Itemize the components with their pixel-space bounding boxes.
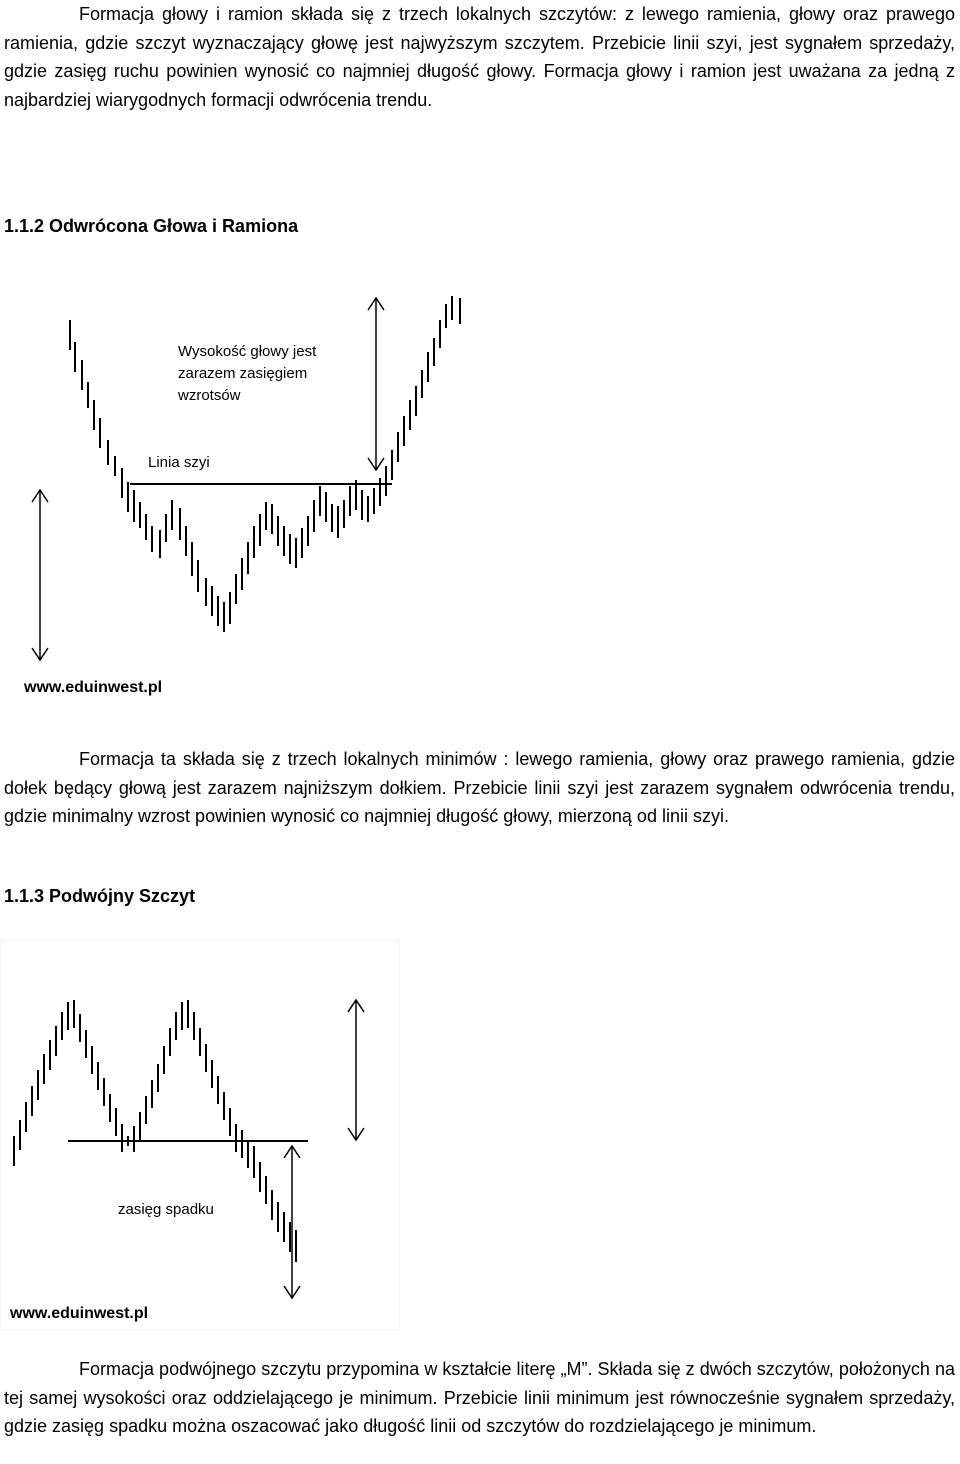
heading-double-top: 1.1.3 Podwójny Szczyt [4, 886, 196, 906]
target-range-arrow [32, 490, 48, 660]
paragraph-inverted-head-shoulders: Formacja ta składa się z trzech lokalnych minimów : lewego ramienia, głowy oraz prawego ramienia, gdzie dołek będący głową jest zarazem najniższym dołkiem. Przebicie linii szyi jest zarazem sygnałem odwrócenia trendu, gdzie minimalny wzrost powinien wynosić co najmniej długość głowy, mierzoną od linii szyi. [4, 749, 955, 826]
annotation-line-1: Wysokość głowy jest [178, 343, 317, 360]
range-label: zasięg spadku [118, 1201, 214, 1218]
paragraph-double-top: Formacja podwójnego szczytu przypomina w kształcie literę „M”. Składa się z dwóch szczytów, położonych na tej samej wysokości oraz oddzielającego je minimum. Przebicie linii minimum jest równocześnie sygnałem sprzedaży, gdzie zasięg spadku można oszacować jako długość linii od szczytów do rozdzielającego je minimum. [4, 1359, 955, 1436]
watermark: www.eduinwest.pl [10, 1305, 149, 1322]
annotation-line-2: zarazem zasięgiem [178, 365, 308, 382]
inverted-head-shoulders-figure [20, 290, 480, 700]
paragraph-head-and-shoulders: Formacja głowy i ramion składa się z trzech lokalnych szczytów: z lewego ramienia, głowy oraz prawego ramienia, gdzie szczyt wyznaczający głowę jest najwyższym szczytem. Przebicie linii szyi, jest sygnałem sprzedaży, gdzie zasięg ruchu powinien wynosić co najmniej długość głowy. Formacja głowy i ramion jest uważana za jedną z najbardziej wiarygodnych formacji odwrócenia trendu. [4, 4, 955, 110]
double-top-figure [0, 940, 400, 1330]
watermark: www.eduinwest.pl [24, 679, 163, 696]
head-height-arrow [368, 298, 384, 470]
annotation-line-3: wzrotsów [178, 387, 241, 404]
heading-inverted-head-shoulders: 1.1.2 Odwrócona Głowa i Ramiona [4, 216, 299, 236]
neckline-label: Linia szyi [148, 454, 210, 471]
